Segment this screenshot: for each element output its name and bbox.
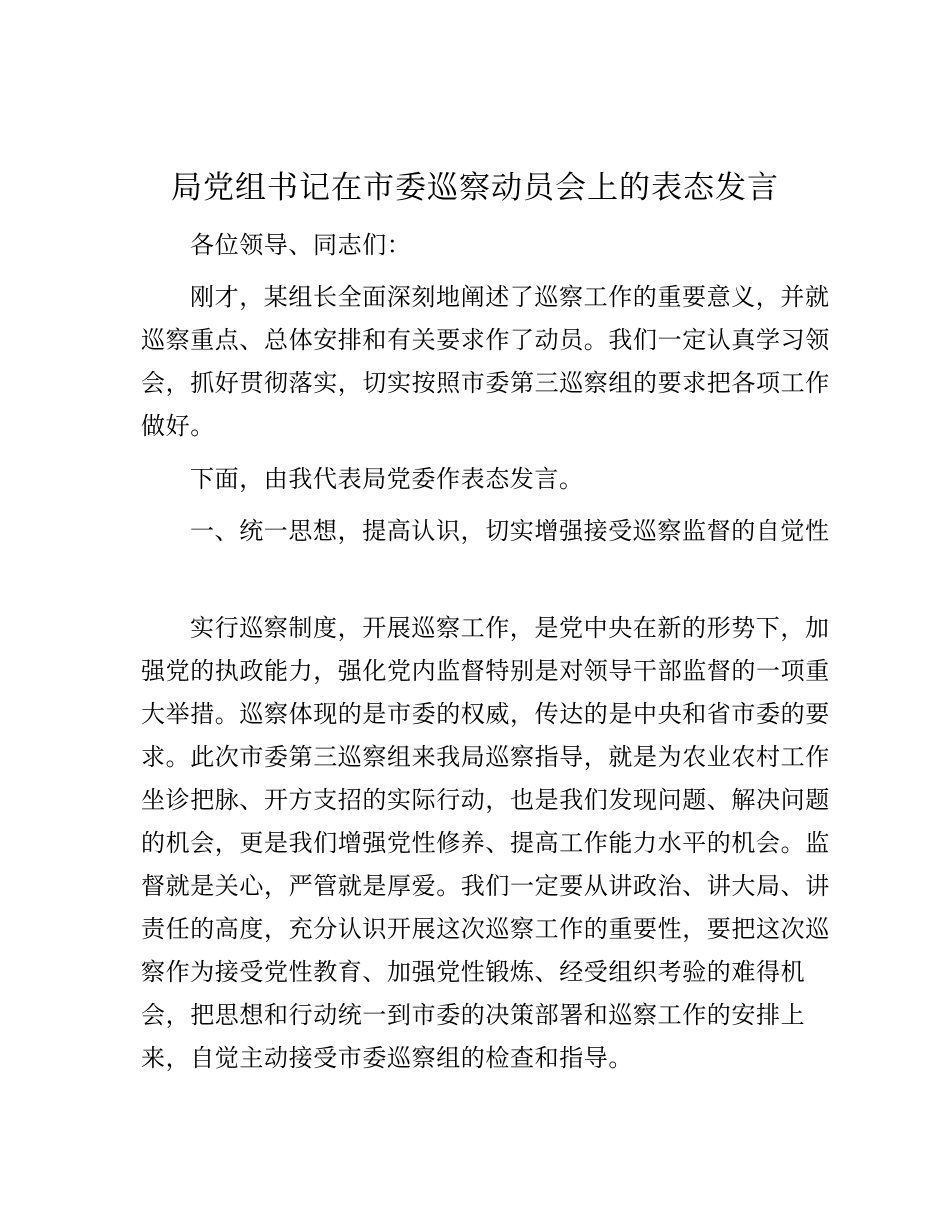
greeting-paragraph: 各位领导、同志们： — [190, 231, 412, 259]
section-1-paragraph: 实行巡察制度，开展巡察工作，是党中央在新的形势下，加强党的执政能力，强化党内监督特别是对领导干部监督的一项重大举措。巡察体现的是市委的权威，传达的是中央和省市委的要求。此次市委第三巡察组来我局巡察指导，就是为农业农村工作坐诊把脉、开方支招的实际行动，也是我们发现问题、解决问题的机会，更是我们增强党性修养、提高工作能力水平的机会。监督就是关心，严管就是厚爱。我们一定要从讲政治、讲大局、讲责任的高度，充分认识开展这次巡察工作的重要性，要把这次巡察作为接受党性教育、加强党性锻炼、经受组织考验的难得机会，把思想和行动统一到市委的决策部署和巡察工作的安排上来，自觉主动接受市委巡察组的检查和指导。 — [141, 614, 830, 1072]
section-heading-1: 一、统一思想，提高认识，切实增强接受巡察监督的自觉性 — [190, 517, 830, 545]
intro-paragraph: 刚才，某组长全面深刻地阐述了巡察工作的重要意义，并就巡察重点、总体安排和有关要求作了动员。我们一定认真学习领会，抓好贯彻落实，切实按照市委第三巡察组的要求把各项工作做好。 — [141, 283, 830, 440]
document-title: 局党组书记在市委巡察动员会上的表态发言 — [171, 170, 779, 206]
transition-paragraph: 下面，由我代表局党委作表态发言。 — [190, 465, 584, 493]
